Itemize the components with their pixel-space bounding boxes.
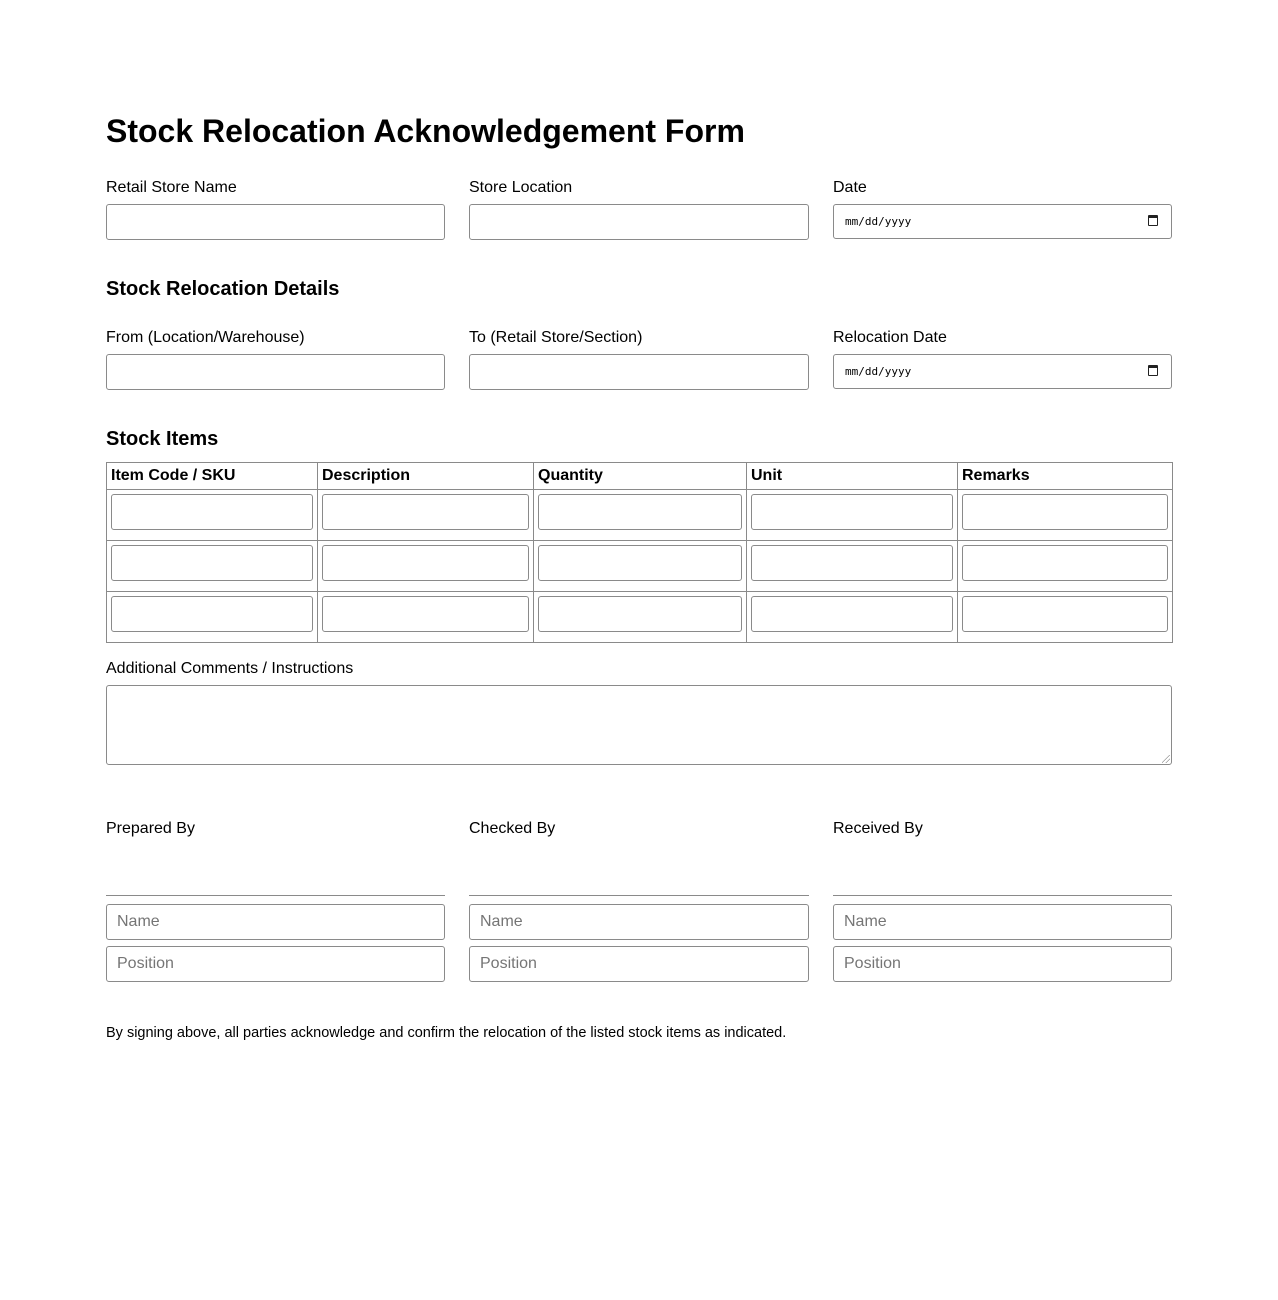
table-row [107,490,1173,541]
store-name-input[interactable] [106,204,445,240]
to-location-group [469,328,809,348]
table-cell [318,592,534,643]
sku-input[interactable] [111,545,313,581]
relocation-details-heading: Stock Relocation Details [106,278,340,300]
relocation-row [106,328,1172,388]
prepared-signature-line [106,895,445,896]
table-cell [107,490,318,541]
column-header-sku: Item Code / SKU [107,463,318,490]
comments-label: Additional Comments / Instructions [106,660,354,677]
unit-input[interactable] [751,596,953,632]
quantity-input[interactable] [538,545,742,581]
from-location-label: From (Location/Warehouse) [106,329,305,346]
received-signature-line [833,895,1172,896]
description-input[interactable] [322,494,529,530]
table-cell [534,490,747,541]
table-cell [747,490,958,541]
stock-items-heading: Stock Items [106,428,219,450]
sku-input[interactable] [111,494,313,530]
date-label: Date [833,179,867,196]
remarks-input[interactable] [962,545,1168,581]
table-header-row [107,463,1173,490]
column-header-unit: Unit [747,463,958,490]
prepared-name-input[interactable]: Name [106,904,445,940]
prepared-by-label: Prepared By [106,820,195,837]
from-location-group [106,328,445,348]
sku-input[interactable] [111,596,313,632]
unit-input[interactable] [751,494,953,530]
column-header-description: Description [318,463,534,490]
checked-by-label: Checked By [469,820,556,837]
store-name-label: Retail Store Name [106,179,237,196]
to-location-input[interactable] [469,354,809,390]
page-title: Stock Relocation Acknowledgement Form [106,113,745,149]
description-input[interactable] [322,545,529,581]
table-cell [107,592,318,643]
date-placeholder: mm/dd/yyyy [845,215,912,228]
store-name-group [106,178,445,198]
acknowledgement-note: By signing above, all parties acknowledge and confirm the relocation of the listed stock items as indicated. [106,1025,787,1041]
relocation-date-label: Relocation Date [833,329,947,346]
prepared-position-input[interactable]: Position [106,946,445,982]
remarks-input[interactable] [962,596,1168,632]
table-cell [318,490,534,541]
checked-name-input[interactable]: Name [469,904,809,940]
resize-grip-icon[interactable] [1162,755,1170,763]
table-row [107,541,1173,592]
relocation-date-placeholder: mm/dd/yyyy [845,365,912,378]
table-cell [747,592,958,643]
table-cell [747,541,958,592]
calendar-icon[interactable] [1148,365,1158,376]
received-position-input[interactable]: Position [833,946,1172,982]
store-location-group [469,178,809,198]
table-row [107,592,1173,643]
table-cell [318,541,534,592]
table-cell [107,541,318,592]
relocation-date-input[interactable] [833,354,1172,389]
relocation-date-group [833,328,1172,378]
column-header-quantity: Quantity [534,463,747,490]
date-group [833,178,1172,228]
stock-items-table [106,462,1173,643]
received-name-input[interactable]: Name [833,904,1172,940]
to-location-label: To (Retail Store/Section) [469,329,643,346]
received-by-label: Received By [833,820,923,837]
date-input[interactable] [833,204,1172,239]
calendar-icon[interactable] [1148,215,1158,226]
quantity-input[interactable] [538,494,742,530]
table-cell [958,490,1173,541]
comments-textarea[interactable] [106,685,1172,765]
store-location-label: Store Location [469,179,573,196]
table-cell [534,592,747,643]
store-location-input[interactable] [469,204,809,240]
column-header-remarks: Remarks [958,463,1173,490]
table-cell [958,541,1173,592]
table-cell [534,541,747,592]
checked-signature-line [469,895,809,896]
checked-position-input[interactable]: Position [469,946,809,982]
table-cell [958,592,1173,643]
unit-input[interactable] [751,545,953,581]
store-info-row [106,178,1172,238]
description-input[interactable] [322,596,529,632]
from-location-input[interactable] [106,354,445,390]
remarks-input[interactable] [962,494,1168,530]
quantity-input[interactable] [538,596,742,632]
